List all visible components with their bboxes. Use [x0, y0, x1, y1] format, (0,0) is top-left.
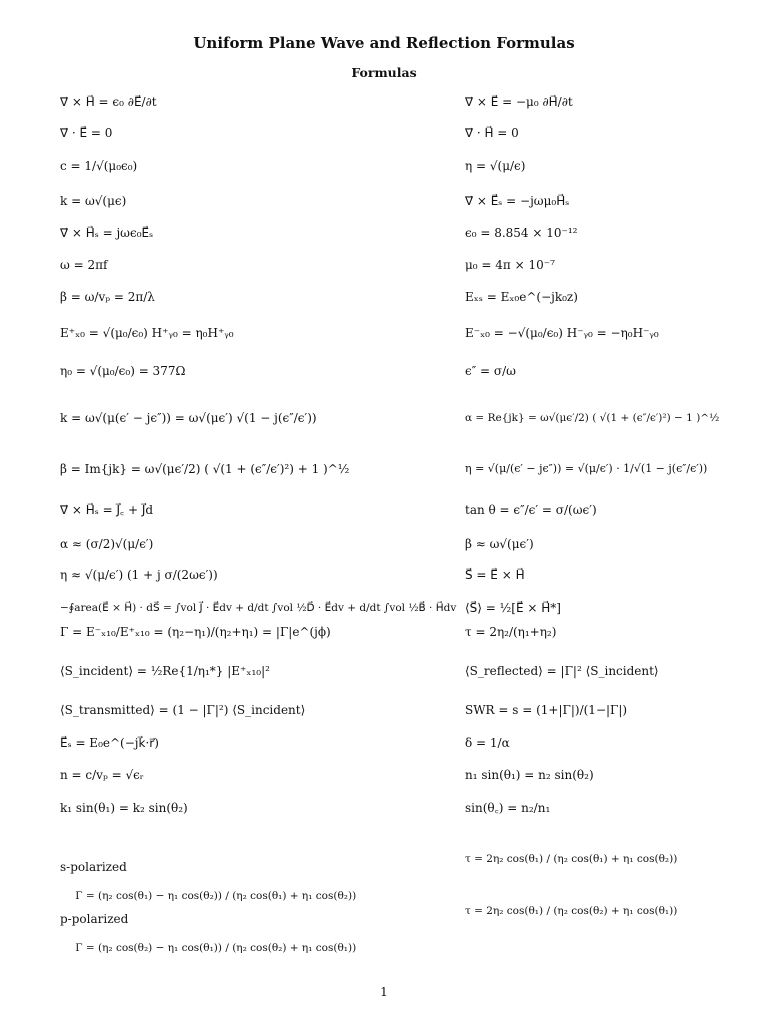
- formula-left-20: n = c/vₚ = √ϵᵣ: [60, 768, 144, 782]
- formula-left-2: ∇⃗ · E⃗ = 0: [60, 126, 113, 140]
- formula-left-3: c = 1/√(μ₀ϵ₀): [60, 159, 138, 173]
- formula-right-9: ϵ″ = σ/ω: [465, 364, 516, 378]
- formula-left-12: ∇⃗ × H⃗ₛ = J⃗꜀ + J⃗d: [60, 503, 154, 517]
- formula-right-8: E⁻ₓ₀ = −√(μ₀/ϵ₀) H⁻ᵧ₀ = −η₀H⁻ᵧ₀: [465, 326, 659, 340]
- formula-left-13: α ≈ (σ/2)√(μ/ϵ′): [60, 537, 154, 551]
- formula-left-1: ∇⃗ × H⃗ = ϵ₀ ∂E⃗/∂t: [60, 95, 157, 109]
- formula-left-17: ⟨S_incident⟩ = ½Re{1/η₁*} |E⁺ₓ₁₀|²: [60, 664, 270, 678]
- s-polarized-label: s-polarized: [60, 860, 127, 874]
- formula-right-13: β ≈ ω√(μϵ′): [465, 537, 534, 551]
- section-title: Formulas: [351, 65, 417, 80]
- formula-left-16: Γ = E⁻ₓ₁₀/E⁺ₓ₁₀ = (η₂−η₁)/(η₂+η₁) = |Γ|e^(jϕ): [60, 625, 331, 639]
- formula-left-8: E⁺ₓ₀ = √(μ₀/ϵ₀) H⁺ᵧ₀ = η₀H⁺ᵧ₀: [60, 326, 234, 340]
- formula-right-17: ⟨S_reflected⟩ = |Γ|² ⟨S_incident⟩: [465, 664, 659, 678]
- formula-right-3: η = √(μ/ϵ): [465, 159, 526, 173]
- formula-left-5: ∇⃗ × H⃗ₛ = jωϵ₀E⃗ₛ: [60, 226, 154, 240]
- formula-right-18: SWR = s = (1+|Γ|)/(1−|Γ|): [465, 703, 628, 717]
- page-number: 1: [380, 985, 388, 999]
- formula-right-4: ∇⃗ × E⃗ₛ = −jωμ₀H⃗ₛ: [465, 194, 570, 208]
- formula-right-20: n₁ sin(θ₁) = n₂ sin(θ₂): [465, 768, 594, 782]
- formula-right-21: sin(θ꜀) = n₂/n₁: [465, 801, 551, 815]
- p-polarized-gamma: Γ = (η₂ cos(θ₂) − η₁ cos(θ₁)) / (η₂ cos(θ₂) + η₁ cos(θ₁)): [75, 942, 357, 954]
- s-polarized-tau: τ = 2η₂ cos(θ₁) / (η₂ cos(θ₁) + η₁ cos(θ₂)): [465, 853, 678, 865]
- formula-right-15: ⟨S⃗⟩ = ½[E⃗ × H⃗*]: [465, 601, 561, 615]
- formula-left-7: β = ω/vₚ = 2π/λ: [60, 290, 155, 304]
- formula-right-11: η = √(μ/(ϵ′ − jϵ″)) = √(μ/ϵ′) · 1/√(1 − j(ϵ″/ϵ′)): [465, 462, 708, 475]
- formula-left-18: ⟨S_transmitted⟩ = (1 − |Γ|²) ⟨S_incident⟩: [60, 703, 306, 717]
- formula-left-6: ω = 2πf: [60, 258, 108, 272]
- formula-left-15: −∮area(E⃗ × H⃗) · dS⃗ = ∫vol J⃗ · E⃗dv + d/dt ∫vol ½D⃗ · E⃗dv + d/dt ∫vol ½B⃗ · H⃗dv: [60, 602, 457, 614]
- formula-right-2: ∇⃗ · H⃗ = 0: [465, 126, 519, 140]
- formula-right-19: δ = 1/α: [465, 736, 510, 750]
- formula-right-16: τ = 2η₂/(η₁+η₂): [465, 625, 557, 639]
- formula-left-14: η ≈ √(μ/ϵ′) (1 + j σ/(2ωϵ′)): [60, 568, 218, 582]
- p-polarized-block: [60, 884, 356, 969]
- formula-right-12: tan θ = ϵ″/ϵ′ = σ/(ωϵ′): [465, 503, 597, 517]
- formula-right-6: μ₀ = 4π × 10⁻⁷: [465, 258, 555, 272]
- formula-left-19: E⃗ₛ = E₀e^(−jk⃗·r⃗): [60, 736, 159, 750]
- formula-right-7: Eₓₛ = Eₓ₀e^(−jk₀z): [465, 290, 578, 304]
- formula-left-9: η₀ = √(μ₀/ϵ₀) = 377Ω: [60, 364, 186, 378]
- page-title: Uniform Plane Wave and Reflection Formulas: [193, 34, 575, 52]
- formula-left-11: β = Im{jk} = ω√(μϵ′/2) ( √(1 + (ϵ″/ϵ′)²) + 1 )^½: [60, 462, 350, 476]
- formula-right-5: ϵ₀ = 8.854 × 10⁻¹²: [465, 226, 578, 240]
- formula-left-21: k₁ sin(θ₁) = k₂ sin(θ₂): [60, 801, 188, 815]
- formula-right-10: α = Re{jk} = ω√(μϵ′/2) ( √(1 + (ϵ″/ϵ′)²) − 1 )^½: [465, 412, 720, 424]
- p-polarized-tau: τ = 2η₂ cos(θ₁) / (η₂ cos(θ₂) + η₁ cos(θ₁)): [465, 905, 678, 917]
- formula-left-4: k = ω√(μϵ): [60, 194, 127, 208]
- formula-right-14: S⃗ = E⃗ × H⃗: [465, 568, 525, 582]
- formula-left-10: k = ω√(μ(ϵ′ − jϵ″)) = ω√(μϵ′) √(1 − j(ϵ″/ϵ′)): [60, 411, 317, 425]
- formula-right-1: ∇⃗ × E⃗ = −μ₀ ∂H⃗/∂t: [465, 95, 573, 109]
- p-polarized-label: p-polarized: [60, 912, 129, 926]
- s-polarized-gamma: Γ = (η₂ cos(θ₁) − η₁ cos(θ₂)) / (η₂ cos(θ₁) + η₁ cos(θ₂)): [75, 890, 357, 902]
